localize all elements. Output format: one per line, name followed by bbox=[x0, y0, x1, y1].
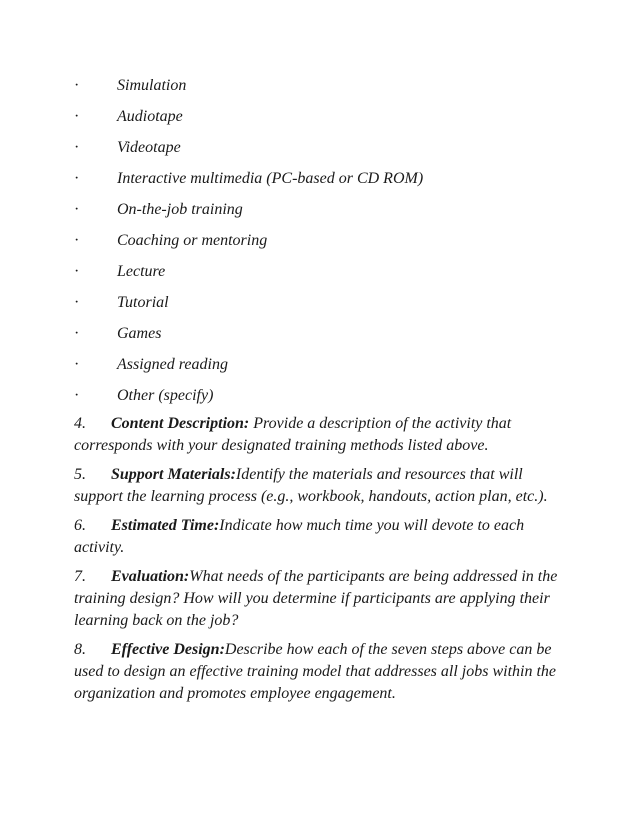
bullet-mark: · bbox=[74, 387, 80, 404]
list-item-text: Assigned reading bbox=[117, 356, 228, 373]
bullet-mark: · bbox=[74, 356, 80, 373]
item-number: 5. bbox=[74, 466, 86, 483]
list-item bbox=[74, 199, 574, 230]
list-item bbox=[74, 75, 574, 106]
item-title: Support Materials: bbox=[111, 466, 236, 483]
instruction-item bbox=[74, 639, 564, 705]
bullet-mark: · bbox=[74, 232, 80, 249]
list-item-text: Simulation bbox=[117, 77, 187, 94]
item-body: Describe how each of the seven steps above can be used to design an effective training model that addresses all jobs within the organization and promotes employee engagement. bbox=[74, 641, 557, 702]
list-item bbox=[74, 230, 574, 261]
bullet-mark: · bbox=[74, 170, 80, 187]
item-number: 6. bbox=[74, 517, 86, 534]
list-item bbox=[74, 168, 574, 199]
instruction-item bbox=[74, 515, 564, 559]
list-item-text: Videotape bbox=[117, 139, 181, 156]
item-body: Identify the materials and resources that will support the learning process (e.g., workbook, handouts, action plan, etc.). bbox=[74, 466, 548, 505]
instruction-item bbox=[74, 413, 564, 457]
bullet-mark: · bbox=[74, 294, 80, 311]
list-item bbox=[74, 385, 574, 416]
list-item-text: Audiotape bbox=[117, 108, 183, 125]
list-item-text: Games bbox=[117, 325, 162, 342]
list-item-text: Coaching or mentoring bbox=[117, 232, 268, 249]
list-item-text: Other (specify) bbox=[117, 387, 214, 404]
item-title: Content Description: bbox=[111, 415, 250, 432]
bullet-mark: · bbox=[74, 77, 80, 94]
bullet-mark: · bbox=[74, 139, 80, 156]
training-methods-list bbox=[74, 75, 574, 416]
list-item bbox=[74, 106, 574, 137]
list-item bbox=[74, 137, 574, 168]
item-body: Provide a description of the activity that corresponds with your designated training methods listed above. bbox=[74, 415, 512, 454]
bullet-mark: · bbox=[74, 325, 80, 342]
item-title: Estimated Time: bbox=[111, 517, 220, 534]
item-title: Effective Design: bbox=[111, 641, 225, 658]
item-title: Evaluation: bbox=[111, 568, 190, 585]
instruction-item bbox=[74, 566, 564, 632]
list-item bbox=[74, 354, 574, 385]
list-item bbox=[74, 261, 574, 292]
bullet-mark: · bbox=[74, 201, 80, 218]
item-number: 8. bbox=[74, 641, 86, 658]
list-item-text: Interactive multimedia (PC-based or CD ROM) bbox=[117, 170, 424, 187]
bullet-mark: · bbox=[74, 108, 80, 125]
instruction-item bbox=[74, 464, 564, 508]
item-number: 4. bbox=[74, 415, 86, 432]
list-item-text: On-the-job training bbox=[117, 201, 243, 218]
list-item-text: Tutorial bbox=[117, 294, 169, 311]
list-item-text: Lecture bbox=[117, 263, 166, 280]
list-item bbox=[74, 292, 574, 323]
item-body: What needs of the participants are being addressed in the training design? How will you determine if participants are applying their learning back on the job? bbox=[74, 568, 558, 629]
numbered-instructions bbox=[74, 413, 564, 712]
item-number: 7. bbox=[74, 568, 86, 585]
list-item bbox=[74, 323, 574, 354]
item-body: Indicate how much time you will devote to each activity. bbox=[74, 517, 525, 556]
bullet-mark: · bbox=[74, 263, 80, 280]
